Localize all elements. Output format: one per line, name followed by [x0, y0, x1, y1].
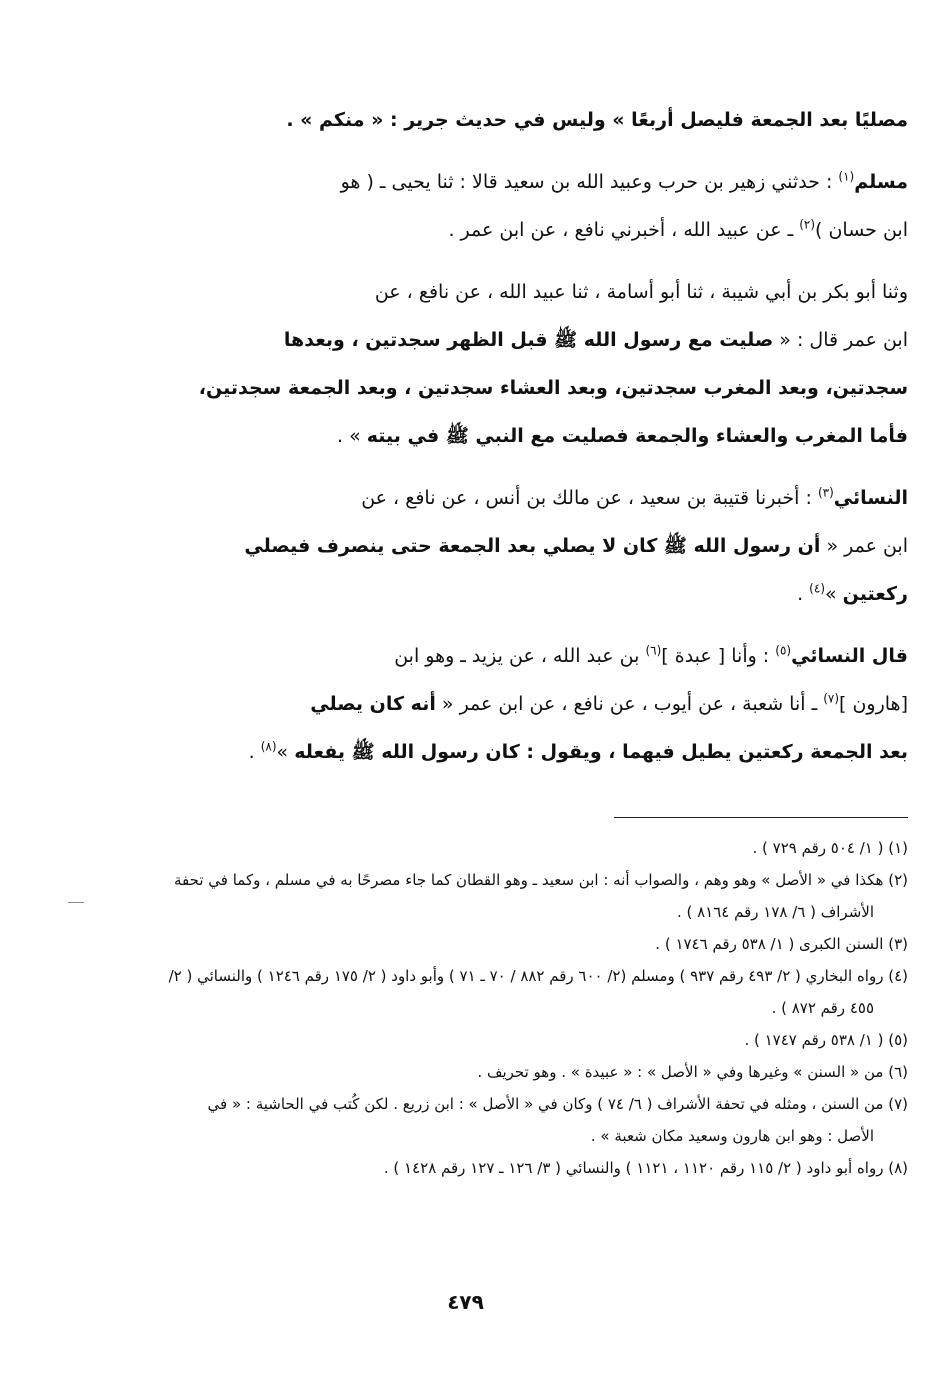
main-text	[166, 96, 908, 790]
footnote-ref[interactable]: (٢)	[799, 217, 816, 232]
text-line	[166, 632, 908, 680]
text-run: ابن عمر «	[820, 535, 908, 557]
footnote-7: (٧) من السنن ، ومثله في تحفة الأشراف ( ٦/ ٧٤ ) وكان في « الأصل » : ابن زريع . لكن كُتب في الحاشية : « في الأصل : وهو ابن هارون وسعيد مكان شعبة » .	[207, 1095, 908, 1145]
text-line	[166, 680, 908, 728]
paragraph-5	[166, 632, 908, 776]
text-run: » .	[337, 425, 367, 447]
footnote-3: (٣) السنن الكبرى ( ١/ ٥٣٨ رقم ١٧٤٦ ) .	[655, 935, 908, 953]
footnotes	[166, 832, 908, 1184]
source-label-nasai: قال النسائي	[791, 645, 908, 667]
paragraph-3	[166, 268, 908, 460]
footnote-ref[interactable]: (٨)	[260, 739, 277, 754]
footnote-ref[interactable]: (٦)	[645, 643, 662, 658]
text-run: : وأنا [ عبدة ]	[661, 645, 776, 667]
text-run: : أخبرنا قتيبة بن سعيد ، عن مالك بن أنس ، عن نافع ، عن	[361, 487, 818, 509]
footnote-5: (٥) ( ١/ ٥٣٨ رقم ١٧٤٧ ) .	[744, 1031, 908, 1049]
text-line	[166, 268, 908, 316]
text-run: بن عبد الله ، عن يزيد ـ وهو ابن	[394, 645, 646, 667]
footnote-separator	[614, 817, 908, 818]
page-number: ٤٧٩	[447, 1290, 484, 1314]
source-label-muslim: مسلم	[854, 171, 908, 193]
paragraph-2	[166, 158, 908, 254]
text-run: : حدثني زهير بن حرب وعبيد الله بن سعيد قالا : ثنا يحيى ـ ( هو	[340, 171, 839, 193]
text-run: [هارون ]	[839, 693, 908, 715]
text-line	[166, 474, 908, 522]
hadith-text: أن رسول الله ﷺ كان لا يصلي بعد الجمعة حتى ينصرف فيصلي	[244, 535, 821, 557]
footnote-ref[interactable]: (٣)	[817, 485, 834, 500]
footnote-ref[interactable]: (٤)	[809, 581, 825, 596]
hadith-text: سجدتين، وبعد المغرب سجدتين، وبعد العشاء سجدتين ، وبعد الجمعة سجدتين،	[198, 377, 908, 399]
footnote-ref[interactable]: (١)	[838, 169, 855, 184]
text-run: ـ عن عبيد الله ، أخبرني نافع ، عن ابن عمر .	[448, 219, 800, 241]
hadith-text: صليت مع رسول الله ﷺ قبل الظهر سجدتين ، وبعدها	[283, 329, 774, 351]
text-line: مصليًا بعد الجمعة فليصل أربعًا » وليس في حديث جرير : « منكم » .	[286, 109, 908, 131]
text-run: .	[248, 741, 261, 763]
text-run: »	[276, 741, 295, 763]
text-line	[166, 570, 908, 618]
footnote-8: (٨) رواه أبو داود ( ٢/ ١١٥ رقم ١١٢٠ ، ١١٢١ ) والنسائي ( ٣/ ١٢٦ ـ ١٢٧ رقم ١٤٢٨ ) .	[383, 1159, 908, 1177]
hadith-text: بعد الجمعة ركعتين يطيل فيهما ، ويقول : كان رسول الله ﷺ يفعله	[294, 741, 908, 763]
hadith-text: أنه كان يصلي	[310, 693, 436, 715]
text-run: ابن حسان )	[815, 219, 908, 241]
paragraph-4	[166, 474, 908, 618]
text-line	[166, 316, 908, 364]
text-run: ـ أنا شعبة ، عن أيوب ، عن نافع ، عن ابن عمر «	[435, 693, 824, 715]
footnote-4: (٤) رواه البخاري ( ٢/ ٤٩٣ رقم ٩٣٧ ) ومسلم (٢/ ٦٠٠ رقم ٨٨٢ / ٧٠ ـ ٧١ ) وأبو داود ( ٢/ ١٧٥ رقم ١٢٤٦ ) والنسائي ( ٢/ ٤٥٥ رقم ٨٧٢ ) .	[168, 967, 908, 1017]
footnote-2: (٢) هكذا في « الأصل » وهو وهم ، والصواب أنه : ابن سعيد ـ وهو القطان كما جاء مصرحًا به في مسلم ، وكما في تحفة الأشراف ( ٦/ ١٧٨ رقم ٨١٦٤ ) .	[174, 871, 908, 921]
hadith-text: فأما المغرب والعشاء والجمعة فصليت مع النبي ﷺ في بيته	[366, 425, 908, 447]
text-run: ابن عمر قال : «	[773, 329, 908, 351]
footnote-ref[interactable]: (٥)	[775, 643, 792, 658]
source-label-nasai: النسائي	[833, 487, 908, 509]
text-line	[166, 522, 908, 570]
margin-mark	[68, 902, 84, 903]
footnote-1: (١) ( ١/ ٥٠٤ رقم ٧٢٩ ) .	[752, 839, 908, 857]
text-run: وثنا أبو بكر بن أبي شيبة ، ثنا أبو أسامة ، ثنا عبيد الله ، عن نافع ، عن	[374, 281, 908, 303]
text-line	[166, 728, 908, 776]
paragraph-1	[166, 96, 908, 144]
text-run: »	[825, 583, 843, 605]
footnote-ref[interactable]: (٧)	[823, 691, 840, 706]
hadith-text: ركعتين	[842, 583, 908, 605]
text-line	[166, 206, 908, 254]
text-line	[166, 412, 908, 460]
text-run: .	[797, 583, 810, 605]
text-line	[166, 158, 908, 206]
footnote-6: (٦) من « السنن » وغيرها وفي « الأصل » : « عبيدة » . وهو تحريف .	[477, 1063, 908, 1081]
